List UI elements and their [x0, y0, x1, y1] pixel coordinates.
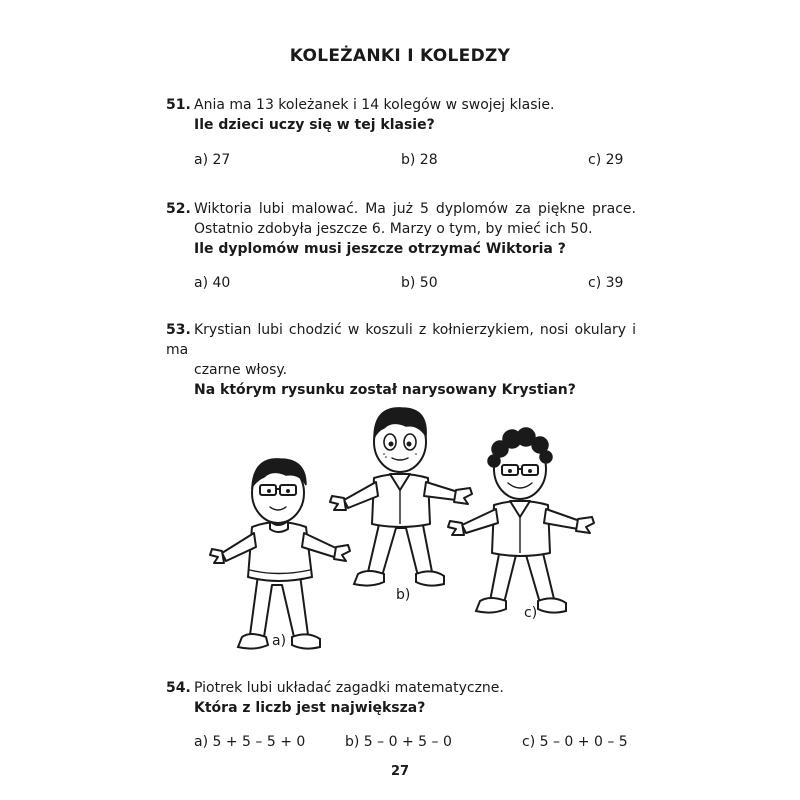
problem-53 — [166, 320, 636, 400]
problem-text: Piotrek lubi układać zagadki matematyczne. — [194, 680, 504, 696]
problem-text-line2: Ostatnio zdobyła jeszcze 6. Marzy o tym, by mieć ich 50. — [194, 221, 593, 237]
problem-text-line1: Krystian lubi chodzić w koszuli z kołnierzykiem, nosi okulary i ma — [166, 322, 636, 358]
problem-question: Na którym rysunku został narysowany Krystian? — [194, 382, 576, 398]
page-title: KOLEŻANKI I KOLEDZY — [289, 46, 511, 66]
problem-number: 54. — [166, 680, 191, 696]
problem-number: 53. — [166, 322, 191, 338]
problem-51 — [166, 95, 636, 135]
answers-51 — [194, 152, 634, 172]
boy-b — [330, 408, 472, 586]
answer-c: c) 39 — [588, 275, 624, 291]
answer-b: b) 28 — [401, 152, 438, 168]
boy-a — [210, 459, 350, 649]
page-number: 27 — [390, 764, 410, 779]
problem-number: 51. — [166, 97, 191, 113]
answer-a: a) 27 — [194, 152, 231, 168]
problem-52 — [166, 199, 636, 259]
problem-number: 52. — [166, 201, 191, 217]
problem-question: Ile dyplomów musi jeszcze otrzymać Wiktoria ? — [194, 241, 566, 257]
answer-b: b) 5 – 0 + 5 – 0 — [345, 734, 452, 750]
answers-54 — [194, 734, 634, 754]
problem-text: Ania ma 13 koleżanek i 14 kolegów w swojej klasie. — [194, 97, 555, 113]
problem-54 — [166, 678, 636, 718]
figure-label-b: b) — [396, 587, 411, 603]
problem-text-line2: czarne włosy. — [194, 362, 288, 378]
boys-illustration — [180, 395, 620, 655]
figure-label-a: a) — [272, 633, 287, 649]
boys-drawing — [180, 395, 620, 655]
problem-question: Ile dzieci uczy się w tej klasie? — [194, 117, 435, 133]
figure-label-c: c) — [524, 605, 538, 621]
problem-question: Która z liczb jest największa? — [194, 700, 426, 716]
boy-c — [448, 428, 594, 613]
answer-a: a) 40 — [194, 275, 231, 291]
problem-text-line1: Wiktoria lubi malować. Ma już 5 dyplomów za piękne prace. — [194, 201, 636, 217]
answer-c: c) 5 – 0 + 0 – 5 — [522, 734, 628, 750]
answer-c: c) 29 — [588, 152, 624, 168]
answers-52 — [194, 275, 634, 295]
answer-a: a) 5 + 5 – 5 + 0 — [194, 734, 306, 750]
answer-b: b) 50 — [401, 275, 438, 291]
